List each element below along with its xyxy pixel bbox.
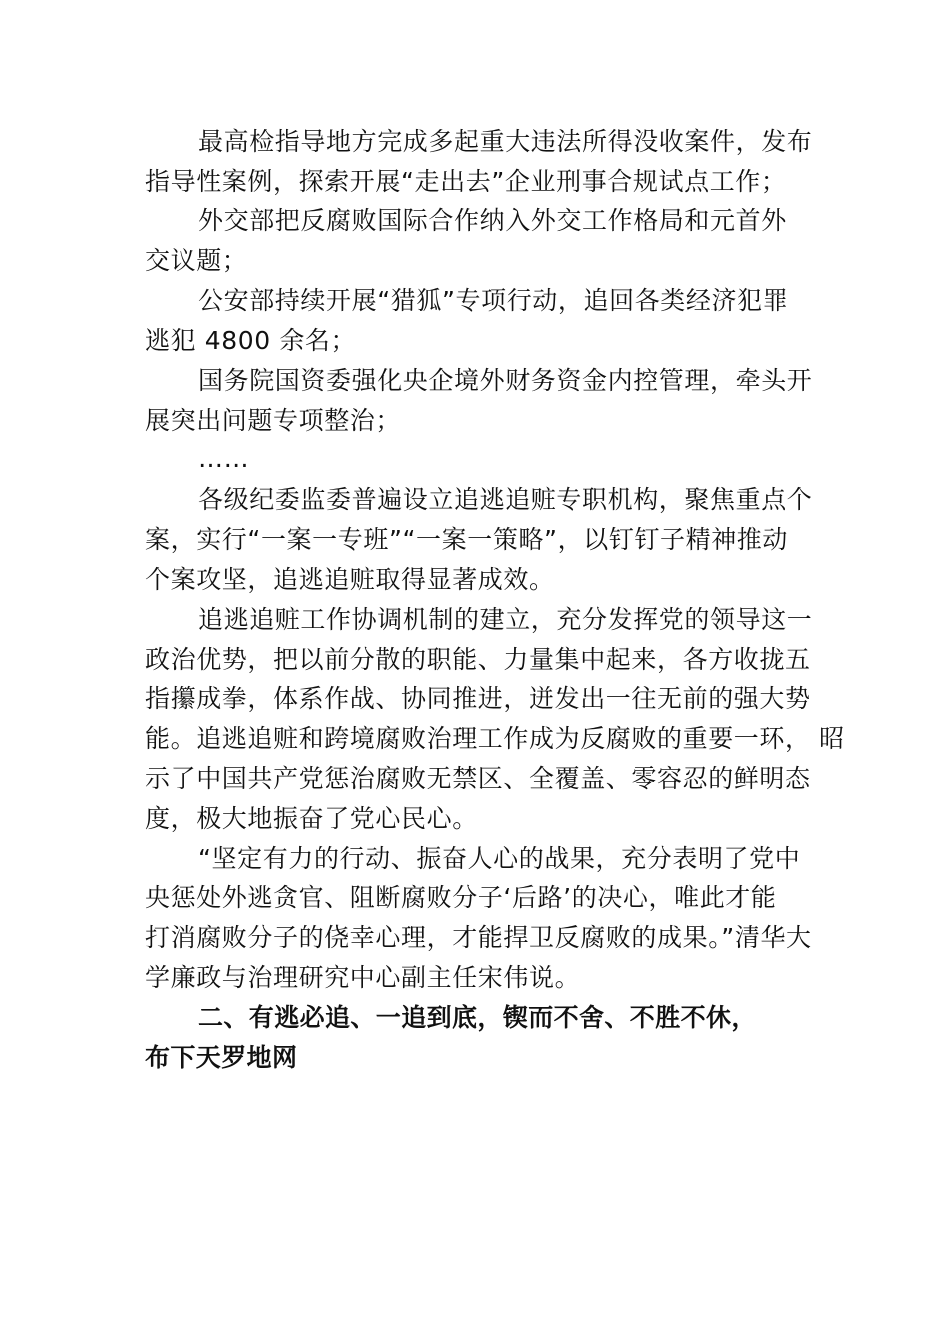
section-heading: 二、有逃必追、一追到底，锲而不舍、不胜不休， <box>198 1003 757 1032</box>
text-line: 最高检指导地方完成多起重大违法所得没收案件，发布 <box>198 127 813 156</box>
text-line: 逃犯 4800 余名； <box>145 326 357 355</box>
text-line: 指攥成拳，体系作战、协同推进，迸发出一往无前的强大势 <box>145 684 811 713</box>
text-line: 公安部持续开展“猎狐”专项行动，追回各类经济犯罪 <box>198 286 789 315</box>
ellipsis-line: …… <box>198 444 250 473</box>
text-line: “坚定有力的行动、振奋人心的战果，充分表明了党中 <box>198 844 801 873</box>
text-line: 指导性案例，探索开展“走出去”企业刑事合规试点工作； <box>145 167 787 196</box>
text-line: 示了中国共产党惩治腐败无禁区、全覆盖、零容忍的鲜明态 <box>145 764 811 793</box>
text-line: 案，实行“一案一专班”“一案一策略”，以钉钉子精神推动 <box>145 525 789 554</box>
text-line: 央惩处外逃贪官、阻断腐败分子‘后路’的决心，唯此才能 <box>145 883 777 912</box>
text-line: 交议题； <box>145 246 248 275</box>
text-line: 个案攻坚，追逃追赃取得显著成效。 <box>145 565 555 594</box>
text-line: 能。追逃追赃和跨境腐败治理工作成为反腐败的重要一环， 昭 <box>145 724 845 753</box>
section-heading-continued: 布下天罗地网 <box>145 1043 298 1072</box>
text-line: 各级纪委监委普遍设立追逃追赃专职机构，聚焦重点个 <box>198 485 813 514</box>
text-line: 国务院国资委强化央企境外财务资金内控管理，牵头开 <box>198 366 813 395</box>
text-line: 学廉政与治理研究中心副主任宋伟说。 <box>145 963 581 992</box>
text-line: 外交部把反腐败国际合作纳入外交工作格局和元首外 <box>198 206 787 235</box>
text-line: 展突出问题专项整治； <box>145 406 402 435</box>
text-line: 追逃追赃工作协调机制的建立，充分发挥党的领导这一 <box>198 605 813 634</box>
text-line: 打消腐败分子的侥幸心理，才能捍卫反腐败的成果。”清华大 <box>145 923 812 952</box>
text-line: 度，极大地振奋了党心民心。 <box>145 804 478 833</box>
text-line: 政治优势，把以前分散的职能、力量集中起来，各方收拢五 <box>145 645 811 674</box>
